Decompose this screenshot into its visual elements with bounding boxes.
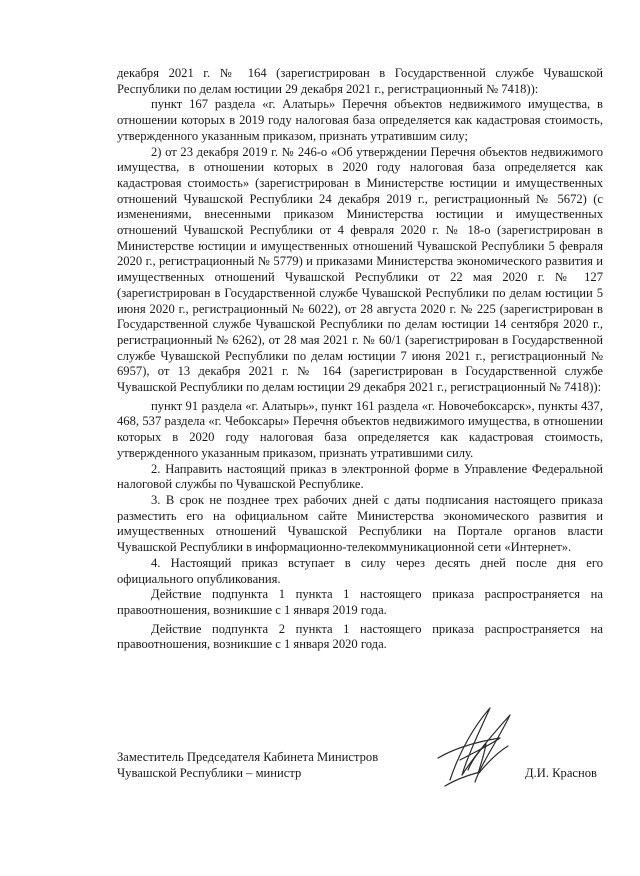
paragraph-3: пункт 91 раздела «г. Алатырь», пункт 161 раздела «г. Новочебоксарск», пункты 437, 468, 537 раздела «г. Чебоксары» Перечня объектов недвижимого имущества, в отношении которых в 2020 году налоговая база определяется как кадастровая стоимость, утвержденного указанным приказом, признать утратившими силу. [117, 398, 603, 460]
document-body [117, 66, 603, 653]
paragraph-0: декабря 2021 г. № 164 (зарегистрирован в Государственной службе Чувашской Республики по делам юстиции 29 декабря 2021 г., регистрационный № 7418)): [117, 66, 603, 96]
signatory-position-line2: Чувашской Республики – министр [117, 765, 302, 780]
paragraph-4: 2. Направить настоящий приказ в электронной форме в Управление Федеральной налоговой службы по Чувашской Республике. [117, 461, 603, 492]
signatory-position-line1: Заместитель Председателя Кабинета Министров [117, 750, 379, 764]
signatory-name: Д.И. Краснов [525, 765, 597, 780]
signature-block [117, 750, 603, 781]
paragraph-6: 4. Настоящий приказ вступает в силу через десять дней после дня его официального опубликования. [117, 555, 603, 586]
paragraph-5: 3. В срок не позднее трех рабочих дней с даты подписания настоящего приказа разместить его на официальном сайте Министерства экономического развития и имущественных отношений Чувашской Республики на Портале органов власти Чувашской Республики в информационно-телекоммуникационной сети «Интернет». [117, 492, 603, 555]
paragraph-7: Действие подпункта 1 пункта 1 настоящего приказа распространяется на правоотношения, возникшие с 1 января 2019 года. [117, 587, 603, 617]
paragraph-8: Действие подпункта 2 пункта 1 настоящего приказа распространяется на правоотношения, возникшие с 1 января 2020 года. [117, 621, 603, 652]
paragraph-1: пункт 167 раздела «г. Алатырь» Перечня объектов недвижимого имущества, в отношении которых в 2019 году налоговая база определяется как кадастровая стоимость, утвержденного указанным приказом, признать утратившим силу; [117, 97, 603, 143]
paragraph-2: 2) от 23 декабря 2019 г. № 246-о «Об утверждении Перечня объектов недвижимого имущества, в отношении которых в 2020 году налоговая база определяется как кадастровая стоимость» (зарегистрирован в Министерстве юстиции и имущественных отношений Чувашской Республики 24 декабря 2019 г., регистрационный № 5672) (с изменениями, внесенными приказом Министерства юстиции и имущественных отношений Чувашской Республики от 4 февраля 2020 г. № 18-о (зарегистрирован в Министерстве юстиции и имущественных отношений Чувашской Республики 5 февраля 2020 г., регистрационный № 5779) и приказами Министерства экономического развития и имущественных отношений Чувашской Республики от 22 мая 2020 г. № 127 (зарегистрирован в Государственной службе Чувашской Республики по делам юстиции 5 июня 2020 г., регистрационный № 6022), от 28 августа 2020 г. № 225 (зарегистрирован в Государственной службе Чувашской Республики по делам юстиции 14 сентября 2020 г., регистрационный № 6262), от 28 мая 2021 г. № 60/1 (зарегистрирован в Государственной службе Чувашской Республики по делам юстиции 7 июня 2021 г., регистрационный № 6957), от 13 декабря 2021 г. № 164 (зарегистрирован в Государственной службе Чувашской Республики по делам юстиции 29 декабря 2021 г., регистрационный № 7418)): [117, 144, 603, 395]
